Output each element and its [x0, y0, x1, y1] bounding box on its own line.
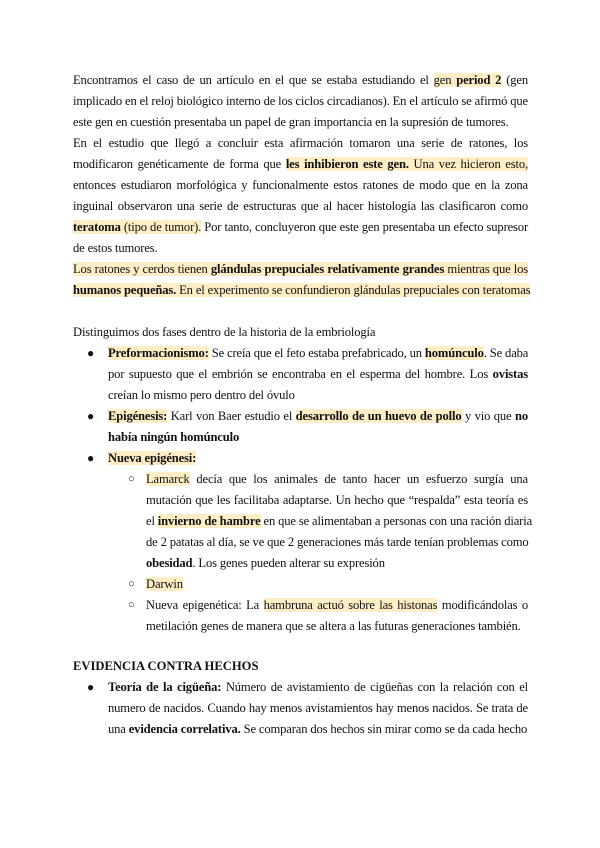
s1-line2: mutación que les facilitaba adaptarse. Un hecho que “respalda” esta teoría es — [146, 493, 528, 507]
p2-line1: En el estudio que llegó a concluir esta afirmación tomaron una serie de ratones, los — [73, 136, 528, 150]
s3-line1: Nueva epigenética: La hambruna actuó sobre las histonas modificándolas o — [146, 598, 529, 612]
s1-line3: el invierno de hambre en que se alimentaban a personas con una ración diaria — [146, 514, 533, 528]
p1-line1: Encontramos el caso de un artículo en el que se estaba estudiando el gen period 2 (gen — [73, 73, 528, 87]
s3-line2: metilación genes de manera que se altera a las futuras generaciones también. — [146, 619, 521, 633]
p2-line3: entonces estudiaron morfológica y funcionalmente estos ratones de modo que en la zona — [73, 178, 528, 192]
p2-line2: modificaron genéticamente de forma que les inhibieron este gen. Una vez hicieron esto, — [73, 157, 528, 171]
b4-line2: numero de nacidos. Cuando hay menos avistamientos hay menos nacidos. Se trata de — [108, 701, 528, 715]
p1-line3: este gen en cuestión presentaba un papel de gran importancia en la supresión de tumores. — [73, 115, 509, 129]
s2-line1: Darwin — [146, 577, 183, 591]
s1-line4: de 2 patatas al día, se ve que 2 generaciones más tarde tenían problemas como — [146, 535, 529, 549]
b2-line2: había ningún homúnculo — [108, 430, 240, 444]
p2-line4: inguinal observaron una serie de estructuras que al hacer histología las clasificaron como — [73, 199, 528, 213]
p3-line2: humanos pequeñas. En el experimento se confundieron glándulas prepuciales con teratomas — [73, 283, 531, 297]
circle-bullet-icon: ○ — [128, 599, 135, 611]
circle-bullet-icon: ○ — [128, 578, 135, 590]
b1-line1: Preformacionismo: Se creía que el feto estaba prefabricado, un homúnculo. Se daba — [108, 346, 529, 360]
p1-line2: implicado en el reloj biológico interno de los ciclos circadianos). En el artículo se afirmó que — [73, 94, 528, 108]
b4-line3: una evidencia correlativa. Se comparan dos hechos sin mirar como se da cada hecho — [108, 722, 528, 736]
p3-line1: Los ratones y cerdos tienen glándulas prepuciales relativamente grandes mientras que los — [73, 262, 528, 276]
b4-line1: Teoría de la cigüeña: Número de avistamiento de cigüeñas con la relación con el — [108, 680, 528, 694]
bullet-icon: ● — [87, 451, 95, 465]
bullet-icon: ● — [87, 409, 95, 423]
b3-line1: Nueva epigénesi: — [108, 451, 197, 465]
p2-line5: teratoma (tipo de tumor). Por tanto, concluyeron que este gen presentaba un efecto supresor — [73, 220, 528, 234]
b1-line2: por supuesto que el embrión se encontraba en el esperma del hombre. Los ovistas — [108, 367, 528, 381]
bullet-icon: ● — [87, 680, 95, 694]
circle-bullet-icon: ○ — [128, 473, 135, 485]
b1-line3: creían lo mismo pero dentro del óvulo — [108, 388, 295, 402]
section-heading: EVIDENCIA CONTRA HECHOS — [73, 659, 259, 673]
p2-line6: de estos tumores. — [73, 241, 158, 255]
s1-line5: obesidad. Los genes pueden alterar su expresión — [146, 556, 385, 570]
s1-line1: Lamarck decía que los animales de tanto hacer un esfuerzo surgía una — [146, 472, 528, 486]
bullet-icon: ● — [87, 346, 95, 360]
b2-line1: Epigénesis: Karl von Baer estudio el desarrollo de un huevo de pollo y vio que no — [108, 409, 528, 423]
p4-line: Distinguimos dos fases dentro de la historia de la embriología — [73, 325, 376, 339]
